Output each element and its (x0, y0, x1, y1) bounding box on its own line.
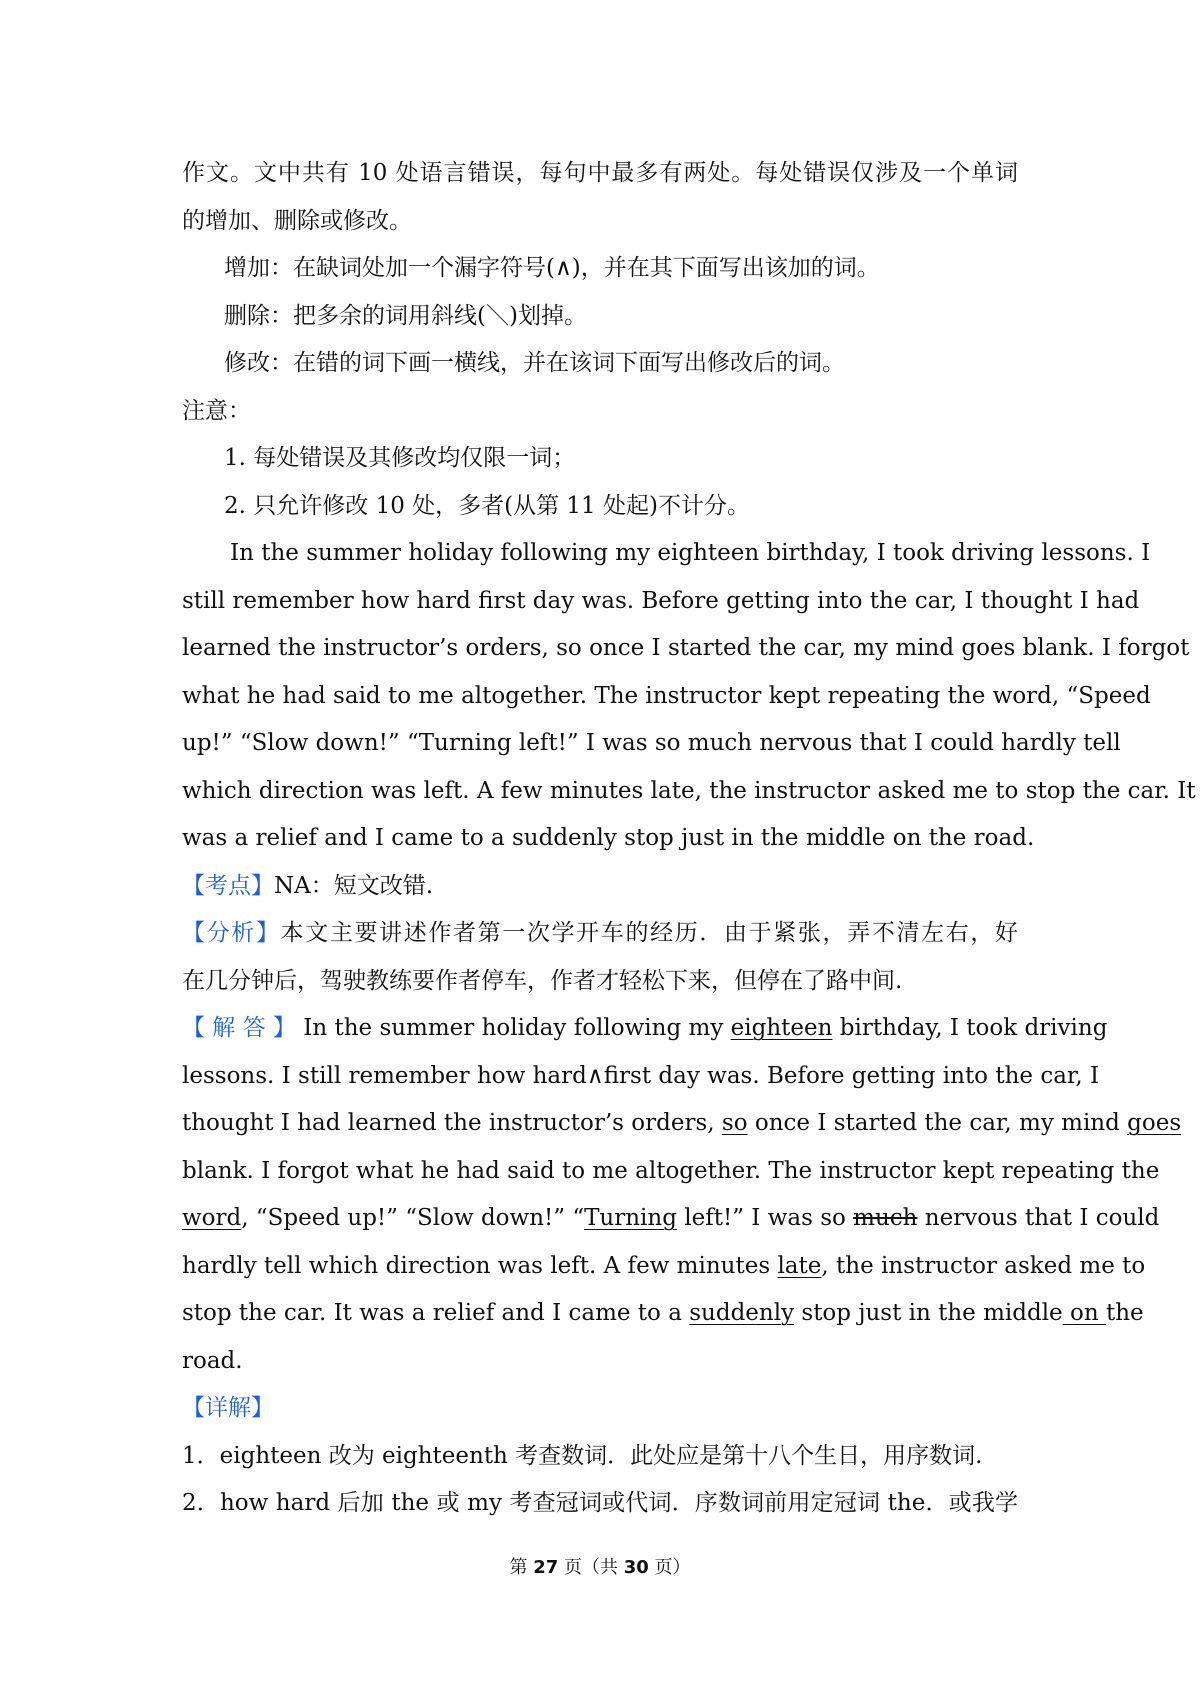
footer-middle: 页（共 (558, 1557, 624, 1578)
rule-modify: 修改：在错的词下画一横线，并在该词下面写出修改后的词。 (224, 350, 845, 376)
total-page-number: 30 (623, 1557, 649, 1578)
jieda-text: , “Speed up!” “Slow down!” “ (241, 1205, 585, 1231)
rule-add: 增加：在缺词处加一个漏字符号(∧)，并在其下面写出该加的词。 (224, 255, 880, 281)
jieda-line-3 (182, 1100, 1182, 1148)
jieda-text: lessons. I still remember how hard (182, 1062, 587, 1089)
jieda-line-4: blank. I forgot what he had said to me altogether. The instructor kept repeating the (182, 1157, 1160, 1184)
jieda-line-7 (182, 1290, 1144, 1338)
error-word: on (1062, 1300, 1106, 1326)
jieda-line-2 (182, 1053, 1100, 1101)
intro-line-1: 作文。文中共有 10 处语言错误，每句中最多有两处。每处错误仅涉及一个单词 (182, 160, 1018, 186)
passage-line: which direction was left. A few minutes late, the instructor asked me to stop the car. It (182, 777, 1196, 804)
jieda-line-8: road. (182, 1347, 243, 1374)
footer-prefix: 第 (509, 1557, 534, 1578)
jieda-text: stop just in the middle (794, 1300, 1063, 1326)
passage-line: still remember how hard first day was. Before getting into the car, I thought I had (182, 587, 1140, 614)
jieda-text: stop the car. It was a relief and I came to a (182, 1300, 690, 1326)
error-word: goes (1127, 1110, 1182, 1136)
caret-mark: ∧ (586, 1062, 604, 1089)
passage-line: up!” “Slow down!” “Turning left!” I was so much nervous that I could hardly tell (182, 730, 1121, 756)
document-body (182, 150, 1196, 1528)
jieda-line-1 (182, 1005, 1108, 1053)
note-item-2: 2. 只允许修改 10 处，多者(从第 11 处起)不计分。 (224, 492, 750, 519)
kaodian-section (182, 863, 1018, 911)
jieda-text: once I started the car, my mind (747, 1110, 1128, 1136)
note-heading: 注意： (182, 397, 251, 424)
fenxi-line-2: 在几分钟后，驾驶教练要作者停车，作者才轻松下来，但停在了路中间. (182, 967, 903, 994)
error-word: suddenly (689, 1300, 795, 1326)
passage-line: In the summer holiday following my eighteen birthday, I took driving lessons. I (230, 540, 1151, 566)
fenxi-text-1: 本文主要讲述作者第一次学开车的经历．由于紧张，弄不清左右，好 (280, 920, 1019, 946)
jieda-text: In the summer holiday following my (303, 1015, 731, 1041)
jieda-label: 【 解 答 】 (182, 1015, 296, 1041)
kaodian-label: 【考点】 (182, 872, 274, 899)
xiangjie-item-1: 1．eighteen 改为 eighteenth 考查数词．此处应是第十八个生日，用序数词. (182, 1442, 983, 1469)
jieda-text: hardly tell which direction was left. A few minutes (182, 1252, 778, 1279)
jieda-line-5 (182, 1195, 1160, 1243)
jieda-text: left!” I was so (676, 1205, 854, 1231)
passage-line: was a relief and I came to a suddenly stop just in the middle on the road. (182, 825, 1035, 851)
error-word: Turning (584, 1205, 677, 1231)
error-word: late (777, 1252, 822, 1279)
jieda-text: birthday, I took driving (832, 1015, 1108, 1041)
deleted-word: much (853, 1205, 918, 1231)
jieda-text: nervous that I could (917, 1205, 1160, 1231)
footer-suffix: 页） (648, 1557, 691, 1578)
intro-line-2: 的增加、删除或修改。 (182, 207, 412, 234)
jieda-text: the (1105, 1300, 1144, 1326)
jieda-text: first day was. Before getting into the car, I (603, 1062, 1100, 1089)
error-word: eighteen (730, 1015, 833, 1041)
kaodian-text: NA：短文改错. (274, 872, 434, 899)
page-footer (0, 1556, 1200, 1580)
passage-line: learned the instructor’s orders, so once I started the car, my mind goes blank. I forgot (182, 635, 1190, 661)
xiangjie-item-2: 2．how hard 后加 the 或 my 考查冠词或代词．序数词前用定冠词 the．或我学 (182, 1490, 1018, 1516)
error-word: so (721, 1110, 748, 1136)
fenxi-line-1 (182, 910, 1018, 958)
fenxi-label: 【分析】 (182, 920, 281, 946)
xiangjie-label: 【详解】 (182, 1395, 274, 1421)
jieda-text: thought I had learned the instructor’s orders, (182, 1110, 722, 1136)
jieda-line-6 (182, 1243, 1146, 1291)
current-page-number: 27 (533, 1557, 559, 1578)
rule-delete: 删除：把多余的词用斜线(＼)划掉。 (224, 302, 587, 329)
jieda-text: , the instructor asked me to (821, 1252, 1146, 1279)
passage-line: what he had said to me altogether. The instructor kept repeating the word, “Speed (182, 682, 1151, 709)
error-word: word (182, 1205, 242, 1231)
note-item-1: 1. 每处错误及其修改均仅限一词； (224, 445, 576, 471)
